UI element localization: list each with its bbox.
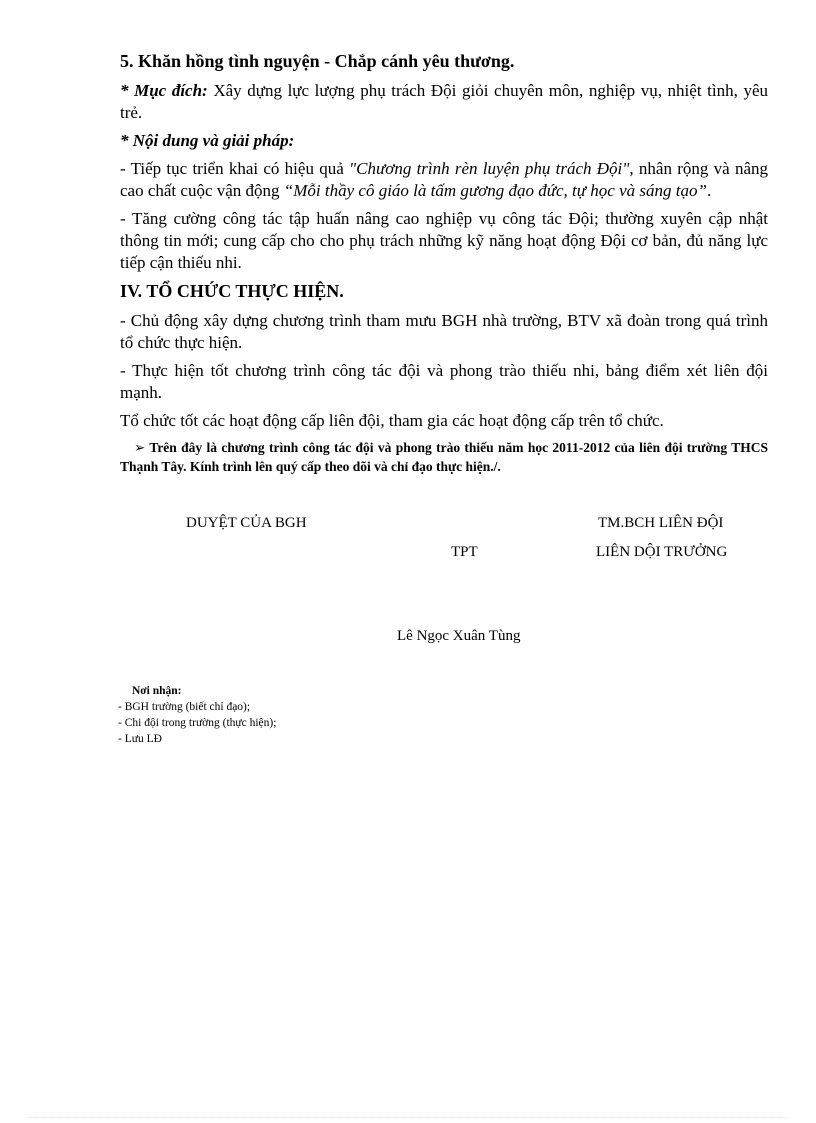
content-label-paragraph <box>120 130 768 152</box>
recipient-item: - Chi đội trong trường (thực hiện); <box>118 717 277 729</box>
item1-text-c: , nhân rộng và nâng cao chất cuộc vận động <box>120 159 768 200</box>
section-5-item-1 <box>120 158 768 202</box>
item1-text-e: . <box>706 181 712 200</box>
page-bottom-divider <box>28 1117 788 1118</box>
item1-text-a: - Tiếp tục triển khai có hiệu quả <box>120 159 349 178</box>
section-5-item-2: - Tăng cường công tác tập huấn nâng cao nghiệp vụ công tác Đội; thường xuyên cập nhật thông tin mới; cung cấp cho cho phụ trách những kỹ năng hoạt động Đội cơ bản, đủ năng lực tiếp cận thiếu nhi. <box>120 209 768 272</box>
section-4-item-2: - Thực hiện tốt chương trình công tác đội và phong trào thiếu nhi, bảng điểm xét liên đội mạnh. <box>120 361 768 402</box>
purpose-text: Xây dựng lực lượng phụ trách Đội giỏi chuyên môn, nghiệp vụ, nhiệt tình, yêu trẻ. <box>120 81 769 122</box>
section-4-item-1: - Chủ động xây dựng chương trình tham mưu BGH nhà trường, BTV xã đoàn trong quá trình tổ chức thực hiện. <box>120 311 768 352</box>
tpt-label: TPT <box>451 544 478 560</box>
item1-campaign-name: “Mỗi thầy cô giáo là tấm gương đạo đức, tự học và sáng tạo” <box>283 181 707 200</box>
signer-name: Lê Ngọc Xuân Tùng <box>397 628 521 644</box>
recipients-title: Nơi nhận: <box>132 685 182 697</box>
section-4-heading: IV. TỔ CHỨC THỰC HIỆN. <box>120 281 344 301</box>
purpose-label: * Mục đích: <box>120 81 208 100</box>
purpose-paragraph <box>120 80 768 124</box>
item1-program-name: "Chương trình rèn luyện phụ trách Đội" <box>349 159 630 178</box>
section-4-item-3: Tổ chức tốt các hoạt động cấp liên đội, tham gia các hoạt động cấp trên tổ chức. <box>120 411 664 430</box>
arrow-bullet-icon: ➢ <box>134 440 146 455</box>
recipient-item: - Lưu LĐ <box>118 733 162 745</box>
document-body <box>120 50 768 476</box>
recipient-item: - BGH trường (biết chỉ đạo); <box>118 701 251 713</box>
closing-statement <box>120 438 768 476</box>
content-label: * Nội dung và giải pháp: <box>120 131 295 150</box>
closing-text: Trên đây là chương trình công tác đội và phong trào thiếu năm học 2011-2012 của liên đội trường THCS Thạnh Tây. Kính trình lên quý cấp theo dõi và chỉ đạo thực hiện./. <box>120 440 768 474</box>
approval-title: DUYỆT CỦA BGH <box>186 515 307 531</box>
committee-title: TM.BCH LIÊN ĐỘI <box>598 515 724 531</box>
section-5-heading: 5. Khăn hồng tình nguyện - Chắp cánh yêu thương. <box>120 51 515 71</box>
leader-role: LIÊN DỘI TRƯỞNG <box>596 544 728 560</box>
recipients-block <box>118 683 276 747</box>
